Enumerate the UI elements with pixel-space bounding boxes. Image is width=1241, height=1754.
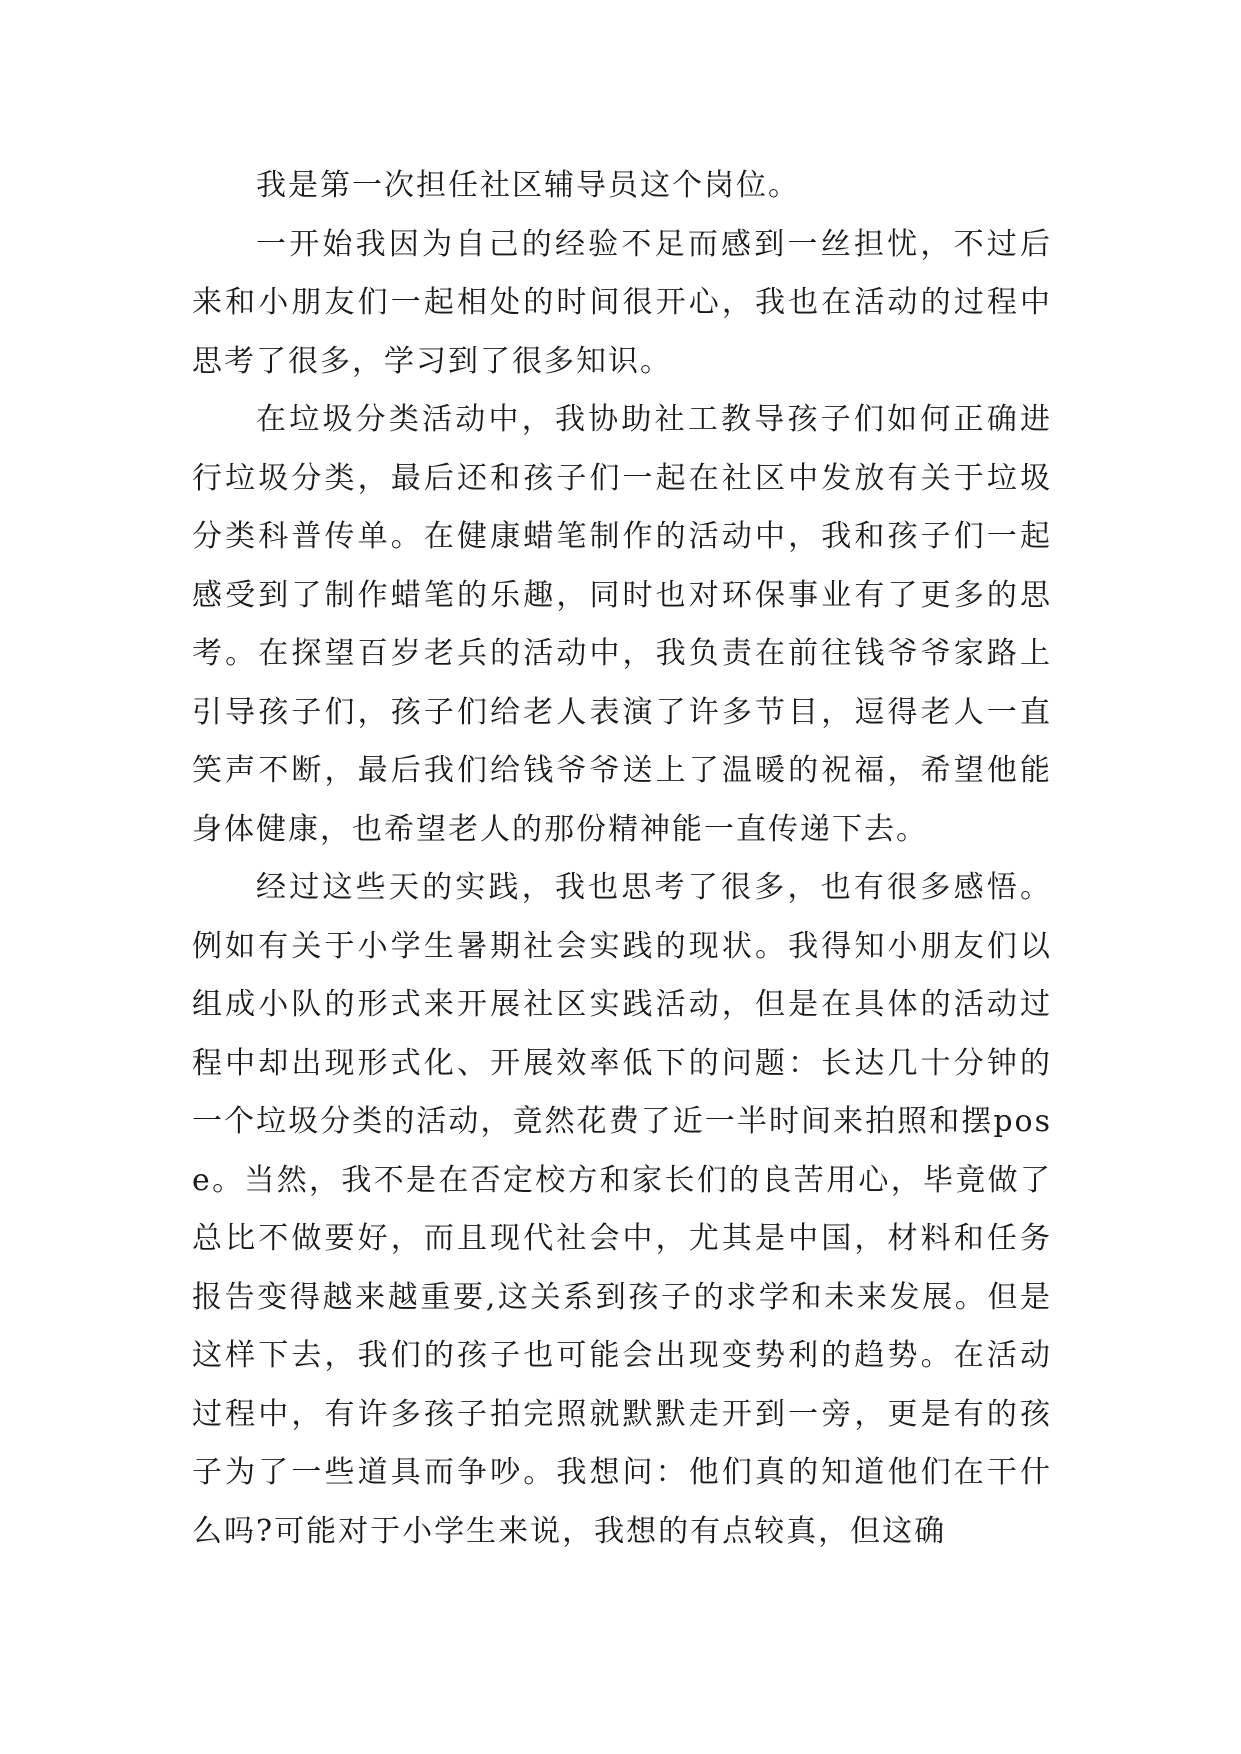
paragraph-3: 在垃圾分类活动中，我协助社工教导孩子们如何正确进行垃圾分类，最后还和孩子们一起在社区中发放有关于垃圾分类科普传单。在健康蜡笔制作的活动中，我和孩子们一起感受到了制作蜡笔的乐趣，同时也对环保事业有了更多的思考。在探望百岁老兵的活动中，我负责在前往钱爷爷家路上引导孩子们，孩子们给老人表演了许多节目，逗得老人一直笑声不断，最后我们给钱爷爷送上了温暖的祝福，希望他能身体健康，也希望老人的那份精神能一直传递下去。 — [192, 402, 1052, 847]
paragraph-4: 经过这些天的实践，我也思考了很多，也有很多感悟。例如有关于小学生暑期社会实践的现状。我得知小朋友们以组成小队的形式来开展社区实践活动，但是在具体的活动过程中却出现形式化、开展效率低下的问题：长达几十分钟的一个垃圾分类的活动，竟然花费了近一半时间来拍照和摆pose。当然，我不是在否定校方和家长们的良苦用心，毕竟做了总比不做要好，而且现代社会中，尤其是中国，材料和任务报告变得越来越重要,这关系到孩子的求学和未来发展。但是这样下去，我们的孩子也可能会出现变势利的趋势。在活动过程中，有许多孩子拍完照就默默走开到一旁，更是有的孩子为了一些道具而争吵。我想问：他们真的知道他们在干什么吗?可能对于小学生来说，我想的有点较真，但这确 — [192, 870, 1052, 1549]
document-body — [192, 157, 1052, 1561]
paragraph-1: 我是第一次担任社区辅导员这个岗位。 — [256, 168, 800, 203]
paragraph-2: 一开始我因为自己的经验不足而感到一丝担忧，不过后来和小朋友们一起相处的时间很开心，我也在活动的过程中思考了很多，学习到了很多知识。 — [192, 226, 1052, 379]
